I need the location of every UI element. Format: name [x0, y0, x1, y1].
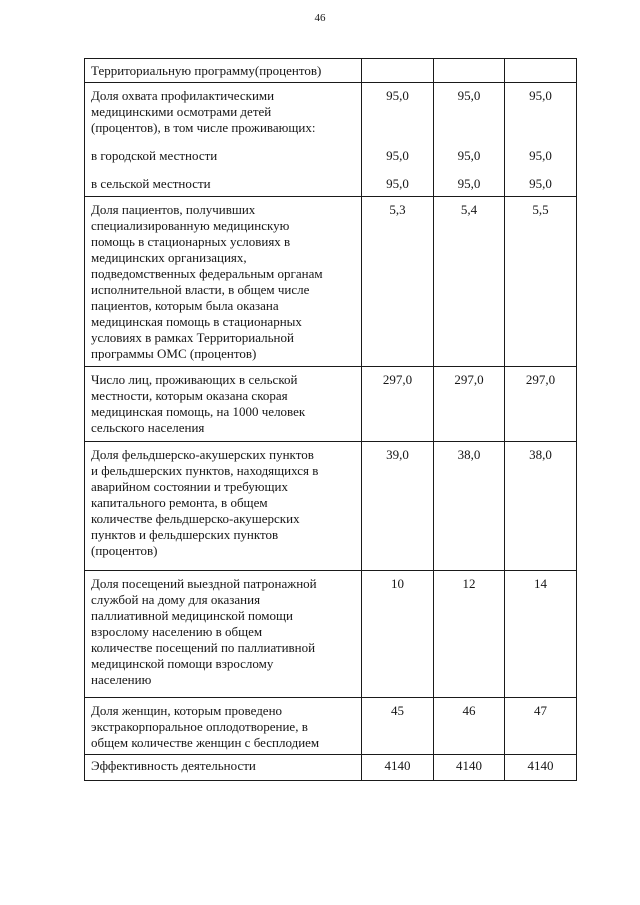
- value: 95,0: [529, 148, 552, 163]
- value-cell: [505, 83, 577, 197]
- indicator-cell: [85, 571, 362, 698]
- indicator-cell: [85, 367, 362, 442]
- indicator-text: количестве посещений по паллиативной: [91, 640, 316, 655]
- value-cell: 297,0: [505, 367, 577, 442]
- indicator-text: населению: [91, 672, 152, 687]
- indicator-text: Доля посещений выездной патронажной: [91, 576, 317, 591]
- table-row: [85, 698, 577, 755]
- indicator-text: помощь в стационарных условиях в: [91, 234, 291, 249]
- value-cell: 38,0: [505, 442, 577, 571]
- indicator-text: Доля фельдшерско-акушерских пунктов: [91, 447, 314, 462]
- value-cell: 46: [434, 698, 505, 755]
- value-cell: 5,3: [362, 197, 434, 367]
- table-row: [85, 83, 577, 197]
- page-number: 46: [314, 12, 326, 24]
- value-cell: [434, 59, 505, 83]
- value-cell: 38,0: [434, 442, 505, 571]
- indicators-table: [84, 58, 577, 781]
- indicator-text: (процентов), в том числе проживающих:: [91, 120, 316, 135]
- indicator-text: условиях в рамках Территориальной: [91, 330, 294, 345]
- sub-indicator-urban: в городской местности: [91, 148, 218, 163]
- indicator-cell: [85, 698, 362, 755]
- value-cell: [434, 83, 505, 197]
- value-cell: 39,0: [362, 442, 434, 571]
- value: 95,0: [457, 88, 481, 103]
- indicator-text: программы ОМС (процентов): [91, 346, 257, 361]
- value: 95,0: [457, 148, 481, 163]
- table-row: [85, 755, 577, 781]
- indicator-cell: [85, 755, 362, 781]
- table-row: [85, 571, 577, 698]
- sub-indicator-rural: в сельской местности: [91, 176, 211, 191]
- indicator-text: пунктов и фельдшерских пунктов: [91, 527, 279, 542]
- value-cell: 5,5: [505, 197, 577, 367]
- indicator-text: аварийном состоянии и требующих: [91, 479, 288, 494]
- indicator-text: медицинская помощь в стационарных: [91, 314, 302, 329]
- value-cell: 12: [434, 571, 505, 698]
- value: 95,0: [386, 176, 409, 191]
- value-cell: 4140: [434, 755, 505, 781]
- value: 95,0: [457, 176, 481, 191]
- indicator-text: службой на дому для оказания: [91, 592, 261, 607]
- indicator-text: исполнительной власти, в общем числе: [91, 282, 310, 297]
- table-row: [85, 367, 577, 442]
- indicator-text: Число лиц, проживающих в сельской: [91, 372, 298, 387]
- table-row: [85, 197, 577, 367]
- indicator-text: капитального ремонта, в общем: [91, 495, 268, 510]
- value-cell: 10: [362, 571, 434, 698]
- value-cell: 297,0: [362, 367, 434, 442]
- indicator-text: экстракорпоральное оплодотворение, в: [91, 719, 308, 734]
- value: 95,0: [386, 148, 409, 163]
- indicator-text: общем количестве женщин с бесплодием: [91, 735, 320, 750]
- table-row: [85, 442, 577, 571]
- value-cell: 297,0: [434, 367, 505, 442]
- indicator-text: и фельдшерских пунктов, находящихся в: [91, 463, 319, 478]
- indicator-text: местности, которым оказана скорая: [91, 388, 288, 403]
- indicator-text: медицинскими осмотрами детей: [91, 104, 272, 119]
- value-cell: 45: [362, 698, 434, 755]
- value: 95,0: [529, 176, 552, 191]
- value: 95,0: [386, 88, 409, 103]
- indicator-text: Эффективность деятельности: [91, 758, 256, 773]
- indicator-cell: [85, 83, 362, 197]
- indicator-text: количестве фельдшерско-акушерских: [91, 511, 300, 526]
- indicator-text: взрослому населению в общем: [91, 624, 263, 639]
- table-row: [85, 59, 577, 83]
- indicator-text: медицинских организациях,: [91, 250, 247, 265]
- indicator-text: медицинской помощи взрослому: [91, 656, 274, 671]
- indicator-cell: [85, 59, 362, 83]
- indicator-text: Территориальную программу(процентов): [91, 63, 322, 78]
- indicator-text: паллиативной медицинской помощи: [91, 608, 293, 623]
- indicator-cell: [85, 197, 362, 367]
- indicator-text: сельского населения: [91, 420, 205, 435]
- value-cell: 4140: [362, 755, 434, 781]
- indicator-text: медицинская помощь, на 1000 человек: [91, 404, 306, 419]
- value-cell: [505, 59, 577, 83]
- indicator-text: специализированную медицинскую: [91, 218, 290, 233]
- value-cell: 5,4: [434, 197, 505, 367]
- value-cell: 14: [505, 571, 577, 698]
- value-cell: [362, 83, 434, 197]
- value-cell: 47: [505, 698, 577, 755]
- indicator-text: пациентов, которым была оказана: [91, 298, 279, 313]
- value-cell: [362, 59, 434, 83]
- indicator-text: Доля пациентов, получивших: [91, 202, 256, 217]
- indicator-text: Доля женщин, которым проведено: [91, 703, 283, 718]
- value: 95,0: [529, 88, 552, 103]
- indicator-text: (процентов): [91, 543, 158, 558]
- indicator-text: Доля охвата профилактическими: [91, 88, 275, 103]
- indicator-cell: [85, 442, 362, 571]
- indicator-text: подведомственных федеральным органам: [91, 266, 323, 281]
- value-cell: 4140: [505, 755, 577, 781]
